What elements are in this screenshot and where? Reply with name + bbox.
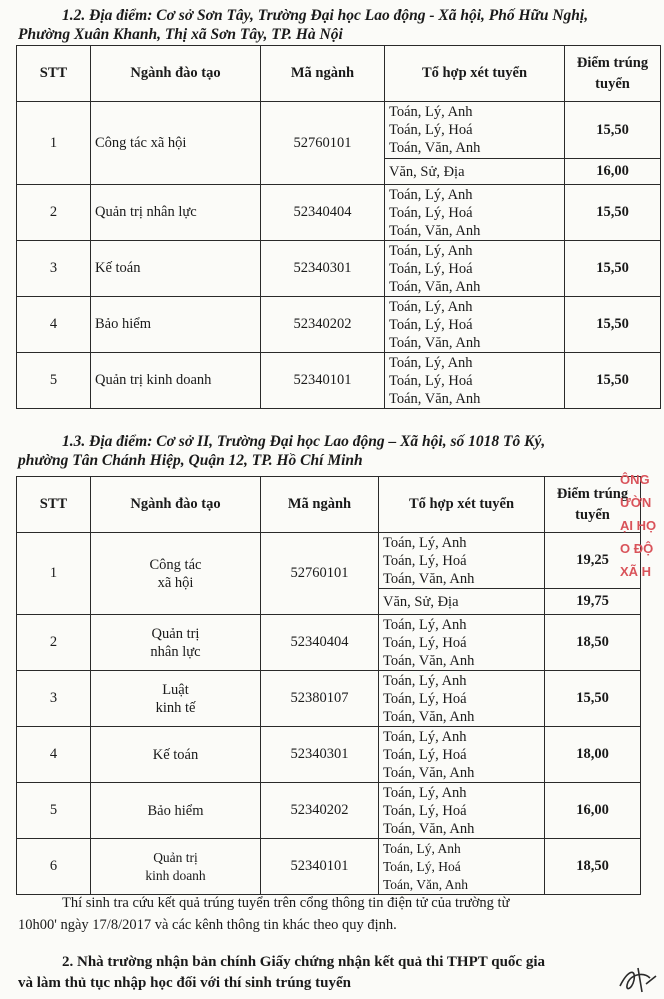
- heading-line: Phường Xuân Khanh, Thị xã Sơn Tây, TP. Hà Nội: [18, 26, 343, 43]
- heading-line: phường Tân Chánh Hiệp, Quận 12, TP. Hồ Chí Minh: [18, 452, 363, 469]
- table-row: Văn, Sử, Địa 19,75: [17, 589, 641, 615]
- heading-line: 1.3. Địa điểm: Cơ sở II, Trường Đại học Lao động – Xã hội, số 1018 Tô Ký,: [62, 433, 546, 450]
- header-stt: STT: [17, 46, 91, 102]
- section-heading-1-2: [18, 6, 658, 44]
- heading-line: 1.2. Địa điểm: Cơ sở Sơn Tây, Trường Đại học Lao động - Xã hội, Phố Hữu Nghị,: [62, 7, 589, 24]
- header-major: Ngành đào tạo: [91, 46, 261, 102]
- table-row: Văn, Sử, Địa 16,00: [17, 159, 661, 185]
- table-row: 1 Công tác xã hội 52760101 Toán, Lý, Anh Toán, Lý, Hoá Toán, Văn, Anh 15,50: [17, 102, 661, 159]
- header-code: Mã ngành: [261, 477, 379, 533]
- header-code: Mã ngành: [261, 46, 385, 102]
- admission-table-hcm: [16, 476, 641, 895]
- signature-initials-icon: [616, 964, 660, 996]
- section-2-heading: 2. Nhà trường nhận bản chính Giấy chứng nhận kết quả thi THPT quốc gia và làm thủ tục nhập học đối với thí sinh trúng tuyển: [18, 954, 545, 991]
- red-seal-stamp: ÔNG ƯỜN ẠI HỌ O ĐỘ XÃ H: [620, 472, 657, 579]
- table-row: 6 Quản trị kinh doanh 52340101 Toán, Lý, Anh Toán, Lý, Hoá Toán, Văn, Anh 18,50: [17, 839, 641, 895]
- lookup-notice: Thí sinh tra cứu kết quả trúng tuyển trên cổng thông tin điện tử của trường từ 10h00' ngày 17/8/2017 và các kênh thông tin khác theo quy định.: [18, 895, 510, 933]
- header-major: Ngành đào tạo: [91, 477, 261, 533]
- section-heading-1-3: [18, 432, 658, 470]
- table-row: 1 Công tác xã hội 52760101 Toán, Lý, Anh Toán, Lý, Hoá Toán, Văn, Anh 19,25: [17, 533, 641, 589]
- table-row: 3 Luật kinh tế 52380107 Toán, Lý, Anh Toán, Lý, Hoá Toán, Văn, Anh 15,50: [17, 671, 641, 727]
- table-row: 3 Kế toán 52340301 Toán, Lý, Anh Toán, Lý, Hoá Toán, Văn, Anh 15,50: [17, 241, 661, 297]
- header-combo: Tổ hợp xét tuyển: [385, 46, 565, 102]
- table-row: 4 Kế toán 52340301 Toán, Lý, Anh Toán, Lý, Hoá Toán, Văn, Anh 18,00: [17, 727, 641, 783]
- table-row: 5 Quản trị kinh doanh 52340101 Toán, Lý, Anh Toán, Lý, Hoá Toán, Văn, Anh 15,50: [17, 353, 661, 409]
- table-row: 2 Quản trị nhân lực 52340404 Toán, Lý, Anh Toán, Lý, Hoá Toán, Văn, Anh 18,50: [17, 615, 641, 671]
- table-row: 5 Bảo hiểm 52340202 Toán, Lý, Anh Toán, Lý, Hoá Toán, Văn, Anh 16,00: [17, 783, 641, 839]
- table-row: 2 Quản trị nhân lực 52340404 Toán, Lý, Anh Toán, Lý, Hoá Toán, Văn, Anh 15,50: [17, 185, 661, 241]
- table-row: 4 Bảo hiểm 52340202 Toán, Lý, Anh Toán, Lý, Hoá Toán, Văn, Anh 15,50: [17, 297, 661, 353]
- admission-table-son-tay: [16, 45, 661, 409]
- header-score: Điểm trúng tuyển: [545, 477, 641, 533]
- header-combo: Tổ hợp xét tuyển: [379, 477, 545, 533]
- header-score: Điểm trúng tuyển: [565, 46, 661, 102]
- header-stt: STT: [17, 477, 91, 533]
